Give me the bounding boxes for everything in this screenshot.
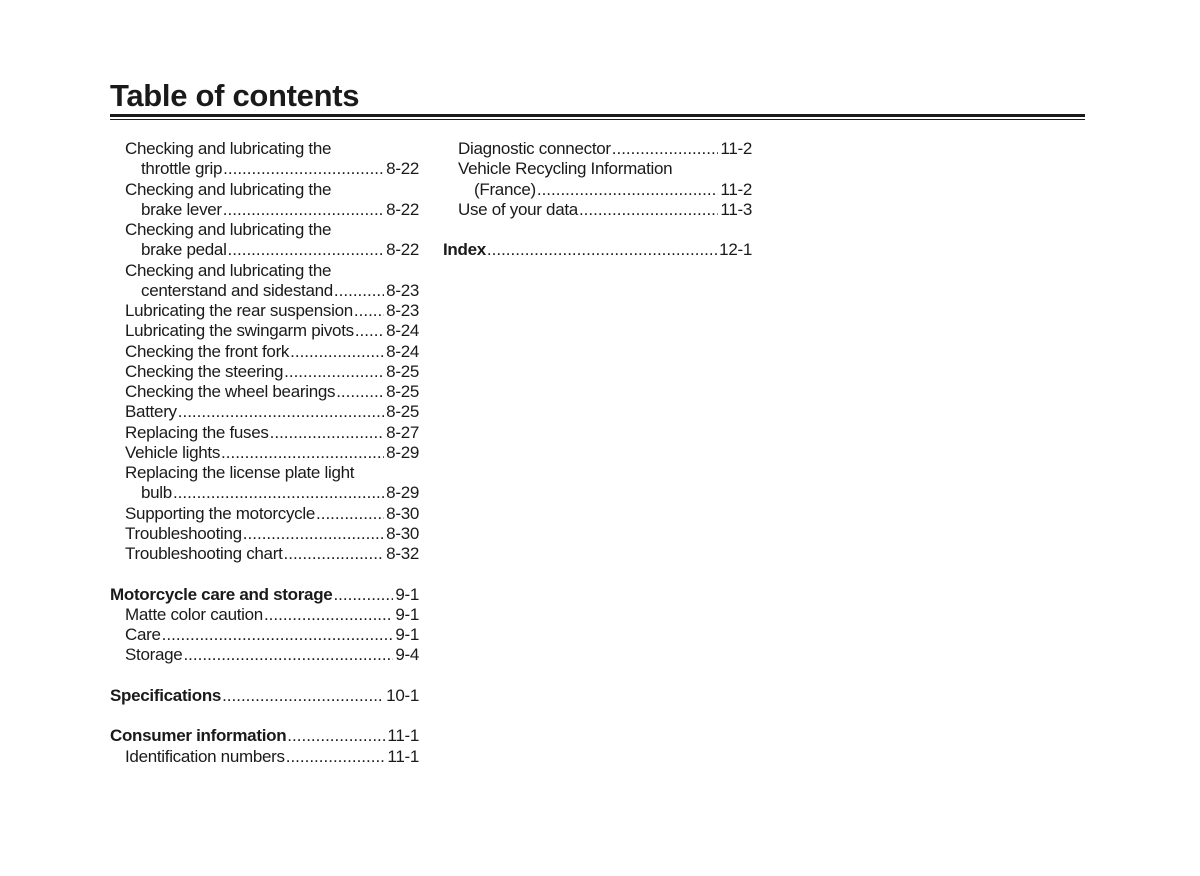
toc-entry[interactable] bbox=[110, 342, 419, 362]
dot-leader bbox=[270, 423, 385, 443]
toc-entry-label: Lubricating the swingarm pivots bbox=[125, 321, 354, 341]
dot-leader bbox=[537, 180, 719, 200]
toc-chapter-label: Index bbox=[443, 240, 486, 260]
toc-left-column bbox=[110, 139, 419, 767]
dot-leader bbox=[173, 483, 384, 503]
toc-page-number: 8-22 bbox=[386, 199, 419, 219]
section-gap bbox=[443, 220, 752, 240]
toc-page-number: 8-29 bbox=[386, 442, 419, 462]
dot-leader bbox=[333, 585, 393, 605]
toc-entry-label: Vehicle lights bbox=[125, 442, 221, 462]
toc-entry-label: centerstand and sidestand bbox=[141, 280, 333, 300]
toc-entry-label: Checking the wheel bearings bbox=[125, 382, 336, 401]
dot-leader bbox=[284, 544, 385, 564]
toc-entry-label: Lubricating the rear suspension bbox=[125, 301, 353, 320]
section-gap bbox=[110, 564, 419, 584]
toc-entry[interactable] bbox=[110, 625, 419, 645]
toc-page-number: 8-25 bbox=[386, 402, 419, 422]
toc-page-number: 8-23 bbox=[386, 280, 419, 300]
dot-leader bbox=[355, 321, 384, 341]
toc-entry-label: Use of your data bbox=[458, 199, 578, 219]
toc-page-number: 8-32 bbox=[386, 544, 419, 563]
dot-leader bbox=[487, 240, 717, 260]
toc-chapter[interactable] bbox=[443, 240, 752, 260]
toc-entry-text: Checking and lubricating the bbox=[125, 220, 332, 239]
toc-entry-text: Vehicle Recycling Information bbox=[458, 159, 673, 179]
toc-entry-text: Checking and lubricating the bbox=[125, 260, 332, 280]
toc-entry-label: Supporting the motorcycle bbox=[125, 503, 315, 523]
toc-chapter-label: Motorcycle care and storage bbox=[110, 584, 333, 604]
dot-leader bbox=[316, 504, 384, 524]
dot-leader bbox=[334, 281, 384, 301]
toc-page-number: 8-30 bbox=[386, 523, 419, 543]
toc-entry[interactable] bbox=[443, 139, 752, 159]
section-gap bbox=[110, 706, 419, 726]
toc-entry-label: bulb bbox=[141, 483, 172, 503]
toc-entry[interactable] bbox=[110, 504, 419, 524]
toc-page-number: 10-1 bbox=[386, 685, 419, 705]
dot-leader bbox=[336, 382, 384, 402]
toc-page-number: 9-1 bbox=[395, 604, 419, 624]
toc-entry[interactable] bbox=[110, 382, 419, 402]
toc-entry[interactable] bbox=[110, 645, 419, 665]
toc-page-number: 8-22 bbox=[386, 240, 419, 260]
toc-entry[interactable] bbox=[110, 747, 419, 767]
toc-right-column bbox=[443, 139, 752, 261]
dot-leader bbox=[286, 747, 386, 767]
toc-page-number: 8-25 bbox=[386, 382, 419, 401]
toc-page-number: 8-25 bbox=[386, 361, 419, 381]
toc-entry[interactable] bbox=[110, 159, 419, 179]
toc-entry-label: Matte color caution bbox=[125, 604, 263, 624]
toc-entry-label: (France) bbox=[474, 179, 536, 199]
toc-entry[interactable] bbox=[110, 321, 419, 341]
toc-page-number: 9-1 bbox=[395, 625, 419, 644]
toc-page-number: 12-1 bbox=[719, 240, 752, 260]
toc-chapter-label: Specifications bbox=[110, 685, 222, 705]
toc-page-number: 8-29 bbox=[386, 483, 419, 503]
toc-entry[interactable] bbox=[443, 200, 752, 220]
toc-chapter[interactable] bbox=[110, 726, 419, 746]
toc-page-number: 8-24 bbox=[386, 321, 419, 341]
toc-page-number: 11-1 bbox=[387, 726, 419, 746]
toc-page-number: 11-1 bbox=[387, 746, 419, 766]
dot-leader bbox=[284, 362, 384, 382]
dot-leader bbox=[223, 159, 384, 179]
title-rule-thick bbox=[110, 114, 1085, 117]
toc-entry-label: brake lever bbox=[141, 199, 222, 219]
dot-leader bbox=[264, 605, 393, 625]
toc-entry-label: Checking the front fork bbox=[125, 341, 290, 361]
dot-leader bbox=[243, 524, 384, 544]
toc-page-number: 11-3 bbox=[720, 199, 752, 219]
toc-page-number: 8-27 bbox=[386, 422, 419, 442]
toc-entry[interactable] bbox=[110, 443, 419, 463]
toc-entry[interactable] bbox=[110, 402, 419, 422]
dot-leader bbox=[183, 645, 393, 665]
toc-entry-label: Storage bbox=[125, 645, 183, 665]
toc-entry[interactable] bbox=[110, 524, 419, 544]
dot-leader bbox=[223, 200, 384, 220]
toc-entry-label: Troubleshooting chart bbox=[125, 544, 283, 563]
page-title: Table of contents bbox=[110, 78, 360, 113]
dot-leader bbox=[228, 240, 385, 260]
dot-leader bbox=[579, 200, 718, 220]
toc-entry-label: Diagnostic connector bbox=[458, 139, 611, 158]
toc-page-number: 8-30 bbox=[386, 503, 419, 523]
toc-page-number: 11-2 bbox=[720, 179, 752, 199]
section-gap bbox=[110, 666, 419, 686]
toc-entry[interactable] bbox=[110, 605, 419, 625]
toc-entry-label: brake pedal bbox=[141, 240, 227, 260]
toc-entry-label: Battery bbox=[125, 402, 177, 422]
dot-leader bbox=[178, 402, 384, 422]
toc-entry[interactable] bbox=[110, 301, 419, 321]
toc-entry[interactable] bbox=[110, 200, 419, 220]
toc-page-number: 8-24 bbox=[386, 341, 419, 361]
toc-entry-label: throttle grip bbox=[141, 159, 223, 179]
toc-page-number: 8-22 bbox=[386, 159, 419, 179]
toc-entry[interactable] bbox=[110, 281, 419, 301]
toc-entry-label: Care bbox=[125, 625, 161, 644]
dot-leader bbox=[354, 301, 384, 321]
dot-leader bbox=[221, 443, 384, 463]
toc-entry[interactable] bbox=[110, 544, 419, 564]
toc-page-number: 11-2 bbox=[720, 139, 752, 158]
toc-chapter[interactable] bbox=[110, 585, 419, 605]
toc-page-number: 9-1 bbox=[395, 584, 419, 604]
dot-leader bbox=[612, 139, 719, 159]
toc-entry-text: Checking and lubricating the bbox=[125, 179, 332, 199]
toc-entry-line bbox=[110, 463, 419, 483]
dot-leader bbox=[162, 625, 394, 645]
toc-chapter-label: Consumer information bbox=[110, 726, 287, 746]
title-rule-thin bbox=[110, 119, 1085, 120]
toc-entry-line bbox=[443, 159, 752, 179]
toc-entry-text: Checking and lubricating the bbox=[125, 139, 332, 158]
toc-entry[interactable] bbox=[110, 483, 419, 503]
toc-entry-label: Replacing the fuses bbox=[125, 422, 269, 442]
toc-entry[interactable] bbox=[110, 240, 419, 260]
toc-chapter[interactable] bbox=[110, 686, 419, 706]
toc-entry-text: Replacing the license plate light bbox=[125, 463, 355, 482]
toc-entry-label: Checking the steering bbox=[125, 361, 284, 381]
dot-leader bbox=[290, 342, 384, 362]
toc-entry-label: Identification numbers bbox=[125, 746, 285, 766]
dot-leader bbox=[287, 726, 385, 746]
toc-page-number: 8-23 bbox=[386, 301, 419, 320]
toc-entry-line bbox=[110, 180, 419, 200]
toc-page-number: 9-4 bbox=[395, 645, 419, 665]
toc-entry-label: Troubleshooting bbox=[125, 523, 242, 543]
dot-leader bbox=[222, 686, 384, 706]
toc-entry[interactable] bbox=[110, 362, 419, 382]
toc-entry[interactable] bbox=[443, 180, 752, 200]
toc-entry-line bbox=[110, 220, 419, 240]
toc-entry[interactable] bbox=[110, 423, 419, 443]
toc-entry-line bbox=[110, 139, 419, 159]
toc-entry-line bbox=[110, 261, 419, 281]
